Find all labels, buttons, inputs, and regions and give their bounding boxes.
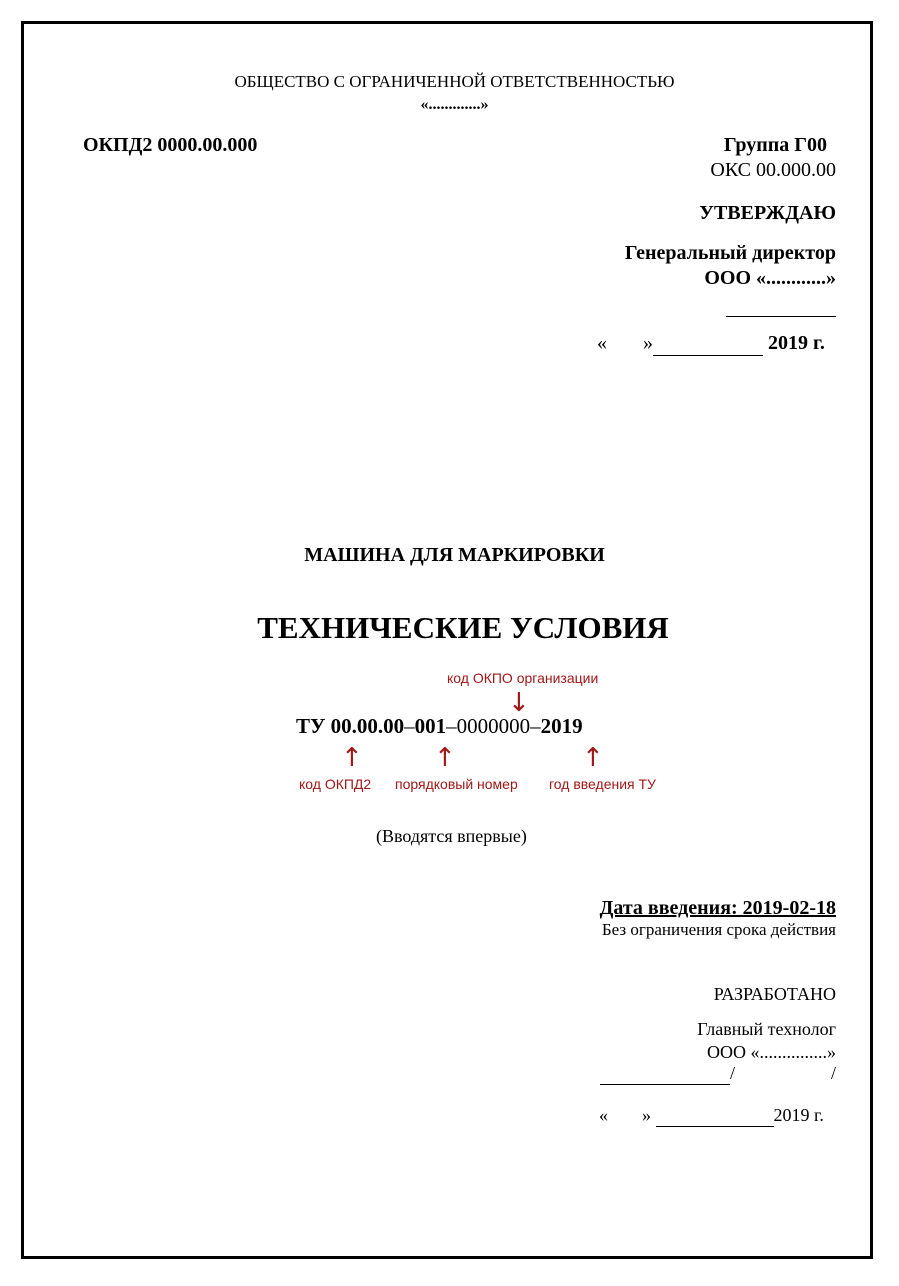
slash: /: [730, 1063, 736, 1083]
tu-dash: –: [530, 714, 541, 738]
tu-dash: –: [404, 714, 415, 738]
developed-date: [599, 1105, 824, 1127]
approval-date: [597, 332, 825, 356]
quote-open: «: [599, 1105, 608, 1125]
developed-date-line: [656, 1105, 774, 1127]
developed-year: 2019 г.: [773, 1105, 824, 1125]
annotation-okpd2: код ОКПД2: [299, 776, 372, 792]
developed-title: РАЗРАБОТАНО: [713, 984, 836, 1004]
approval-date-line: [653, 332, 763, 356]
quote-open: «: [597, 332, 607, 354]
approval-year: 2019 г.: [768, 332, 825, 354]
quote-close: »: [642, 1105, 651, 1125]
approval-signature-line: [726, 316, 836, 317]
product-name: МАШИНА ДЛЯ МАРКИРОВКИ: [304, 544, 605, 566]
org-name: ОБЩЕСТВО С ОГРАНИЧЕННОЙ ОТВЕТСТВЕННОСТЬЮ: [234, 72, 675, 91]
developed-signature: [600, 1063, 836, 1085]
annotation-okpo: код ОКПО организации: [447, 670, 599, 686]
annotation-year: год введения ТУ: [549, 776, 656, 792]
slash: /: [831, 1063, 837, 1083]
arrow-up-icon: ↑: [341, 743, 363, 773]
org-name-placeholder: «.............»: [420, 96, 489, 113]
validity-note: Без ограничения срока действия: [601, 920, 836, 939]
arrow-down-icon: ↓: [508, 688, 530, 718]
tu-dash: –: [446, 714, 457, 738]
developed-org: ООО «...............»: [707, 1042, 836, 1062]
oks-code: ОКС 00.000.00: [710, 159, 836, 181]
tu-year: 2019: [540, 714, 583, 738]
group-code: Группа Г00: [723, 134, 827, 156]
arrow-up-icon: ↑: [434, 743, 456, 773]
signature-line: [600, 1063, 730, 1085]
annotation-serial: порядковый номер: [395, 776, 518, 792]
approval-position: Генеральный директор: [624, 242, 836, 264]
arrow-up-icon: ↑: [582, 743, 604, 773]
approval-org: ООО «............»: [704, 267, 836, 289]
okpd2-code: ОКПД2 0000.00.000: [83, 134, 258, 156]
intro-date: Дата введения: 2019-02-18: [599, 897, 836, 919]
doc-title: ТЕХНИЧЕСКИЕ УСЛОВИЯ: [257, 610, 669, 645]
tu-code: [296, 714, 583, 739]
approval-title: УТВЕРЖДАЮ: [699, 202, 836, 224]
tu-prefix: ТУ 00.00.00: [296, 714, 405, 738]
first-time-note: (Вводятся впервые): [376, 826, 527, 846]
tu-serial: 001: [414, 714, 447, 738]
developed-position: Главный технолог: [697, 1019, 836, 1039]
tu-okpo: 0000000: [456, 714, 531, 738]
quote-close: »: [643, 332, 653, 354]
